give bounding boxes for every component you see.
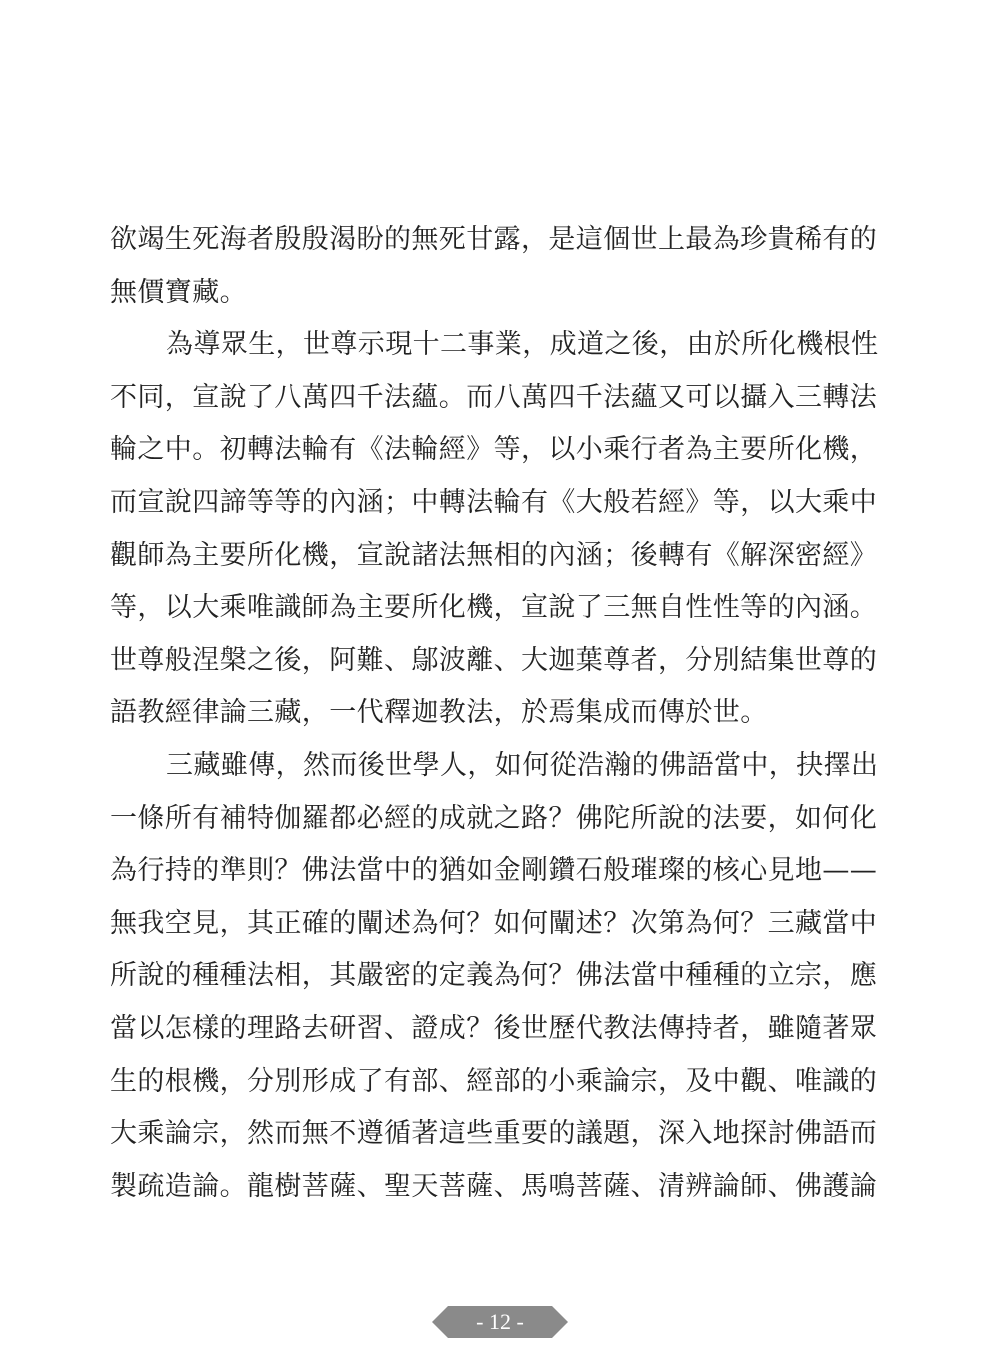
text-line: 為行持的準則？佛法當中的猶如金剛鑽石般璀璨的核心見地—— <box>110 855 878 887</box>
text-line: 世尊般涅槃之後，阿難、鄔波離、大迦葉尊者，分別結集世尊的 <box>110 644 878 676</box>
text-line: 所說的種種法相，其嚴密的定義為何？佛法當中種種的立宗，應 <box>110 960 878 992</box>
text-line: 無我空見，其正確的闡述為何？如何闡述？次第為何？三藏當中 <box>110 907 878 939</box>
text-line: 語教經律論三藏，一代釋迦教法，於焉集成而傳於世。 <box>110 697 768 729</box>
text-line: 欲竭生死海者殷殷渴盼的無死甘露，是這個世上最為珍貴稀有的 <box>110 224 878 255</box>
text-line: 而宣說四諦等等的內涵；中轉法輪有《大般若經》等，以大乘中 <box>110 486 878 518</box>
text-line: 製疏造論。龍樹菩薩、聖天菩薩、馬鳴菩薩、清辨論師、佛護論 <box>110 1170 878 1202</box>
text-line: 一條所有補特伽羅都必經的成就之路？佛陀所說的法要，如何化 <box>110 802 878 834</box>
page-number-badge <box>430 1304 570 1340</box>
text-line: 大乘論宗，然而無不遵循著這些重要的議題，深入地探討佛語而 <box>110 1118 878 1150</box>
text-line: 生的根機，分別形成了有部、經部的小乘論宗，及中觀、唯識的 <box>110 1065 878 1097</box>
text-line: 不同，宣說了八萬四千法蘊。而八萬四千法蘊又可以攝入三轉法 <box>110 381 878 413</box>
paragraph-start-line: 三藏雖傳，然而後世學人，如何從浩瀚的佛語當中，抉擇出 <box>166 749 879 781</box>
page-number: - 12 - <box>476 1309 524 1334</box>
text-line: 觀師為主要所化機，宣說諸法無相的內涵；後轉有《解深密經》 <box>110 539 878 571</box>
body-text <box>110 214 900 1213</box>
paragraph-start-line: 為導眾生，世尊示現十二事業，成道之後，由於所化機根性 <box>166 329 879 361</box>
text-line: 當以怎樣的理路去研習、證成？後世歷代教法傳持者，雖隨著眾 <box>110 1012 878 1044</box>
text-line: 輪之中。初轉法輪有《法輪經》等，以小乘行者為主要所化機， <box>110 434 878 466</box>
text-line: 無價寶藏。 <box>110 276 247 308</box>
text-line: 等，以大乘唯識師為主要所化機，宣說了三無自性性等的內涵。 <box>110 592 878 624</box>
